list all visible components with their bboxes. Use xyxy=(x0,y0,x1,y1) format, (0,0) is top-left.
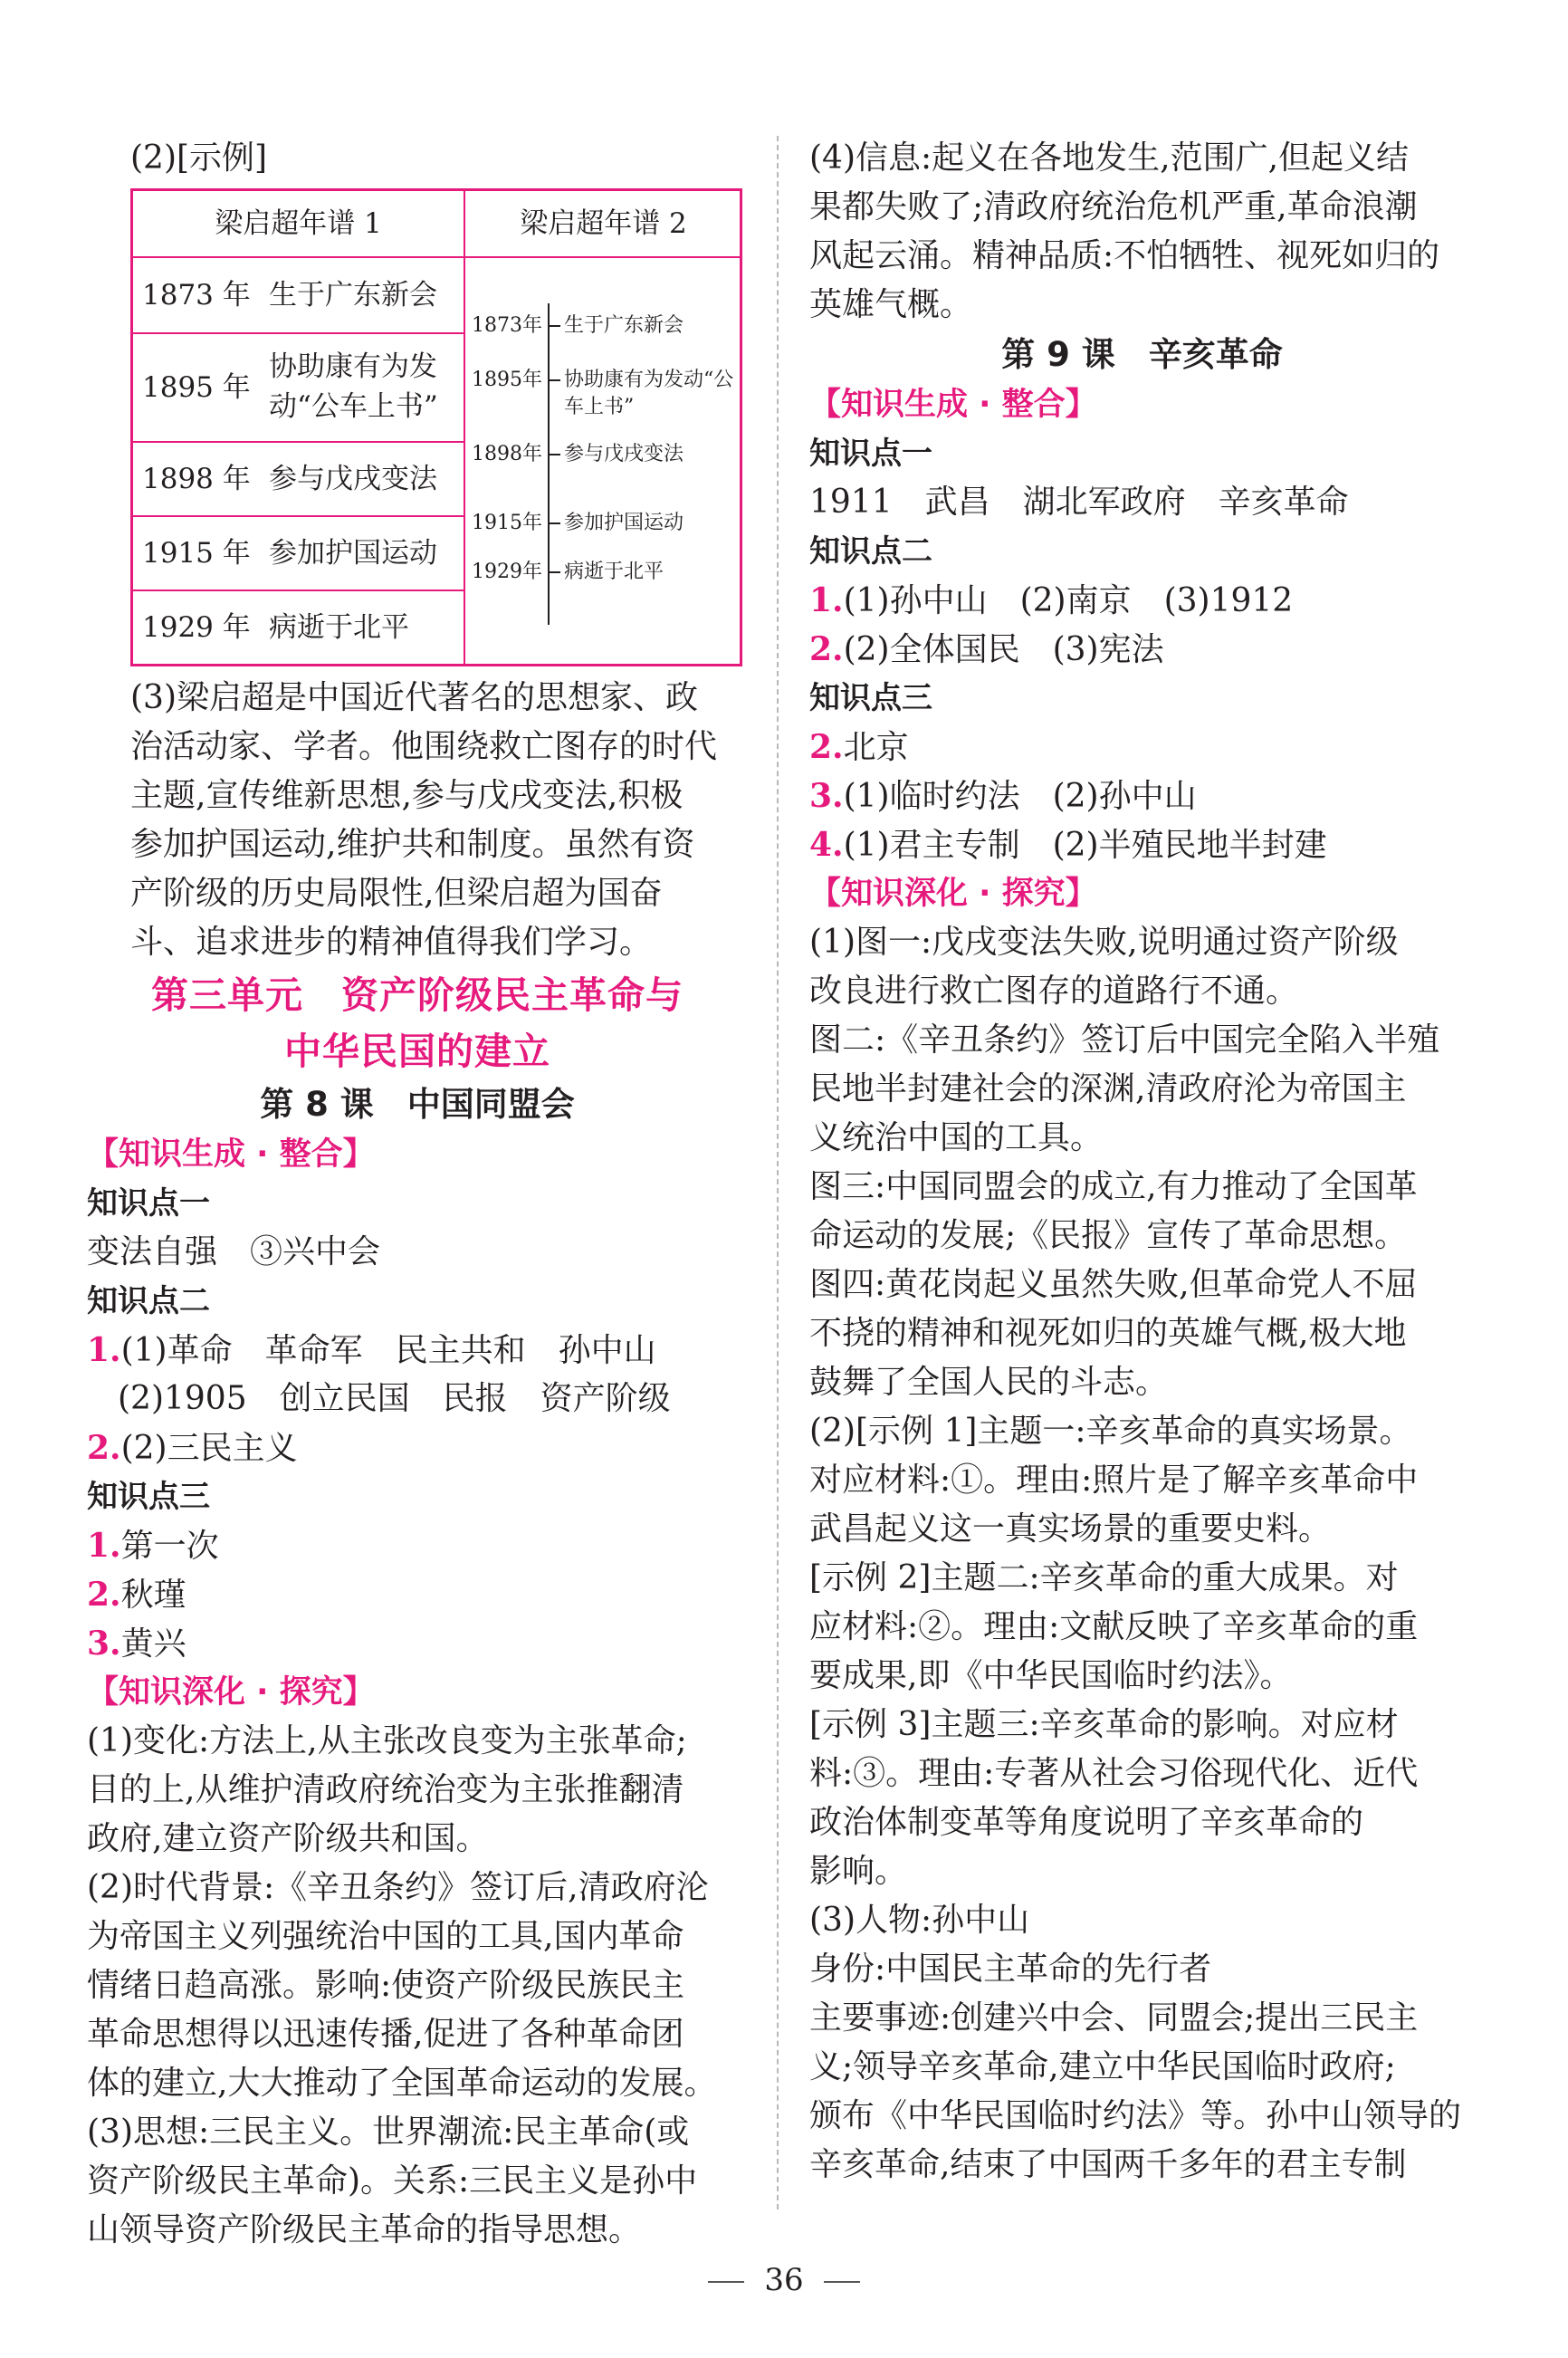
footer-dash-left xyxy=(708,2281,744,2283)
answer-line: 变法自强 ③兴中会 xyxy=(87,1233,381,1270)
paragraph-line: 应材料:②。理由:文献反映了辛亥革命的重 xyxy=(809,1608,1419,1645)
paragraph-line: 目的上,从维护清政府统治变为主张推翻清 xyxy=(87,1771,684,1808)
paragraph-line: 义统治中国的工具。 xyxy=(809,1119,1104,1156)
knowledge-point-heading: 知识点二 xyxy=(809,533,932,570)
unit-title: 第三单元 资产阶级民主革命与 xyxy=(151,973,684,1017)
answer-text: (2)全体国民 (3)宪法 xyxy=(843,631,1164,668)
item-number: 3. xyxy=(87,1625,121,1663)
answer-text: 黄兴 xyxy=(120,1625,186,1663)
item-number: 2. xyxy=(809,728,844,766)
timeline-year: 1873年 xyxy=(472,314,542,337)
paragraph-line: 影响。 xyxy=(809,1853,908,1890)
paragraph-line: 图四:黄花岗起义虽然失败,但革命党人不屈 xyxy=(809,1266,1418,1303)
paragraph-line: 英雄气概。 xyxy=(809,286,973,323)
item-number: 1. xyxy=(809,581,844,619)
answer-text: 第一次 xyxy=(120,1528,219,1565)
paragraph-line: 主要事迹:创建兴中会、同盟会;提出三民主 xyxy=(809,1999,1419,2037)
paragraph-line: 政府,建立资产阶级共和国。 xyxy=(87,1820,489,1857)
lesson-title: 第 9 课 辛亥革命 xyxy=(1001,335,1283,374)
paragraph-line: 资产阶级民主革命)。关系:三民主义是孙中 xyxy=(87,2162,698,2200)
paragraph-line: 参加护国运动,维护共和制度。虽然有资 xyxy=(130,826,695,863)
paragraph-line: 为帝国主义列强统治中国的工具,国内革命 xyxy=(87,1918,684,1955)
footer-dash-right xyxy=(824,2281,860,2283)
paragraph-line: 民地半封建社会的深渊,清政府沦为帝国主 xyxy=(809,1070,1407,1107)
answer-line xyxy=(809,772,1475,820)
row-year: 1915 年 xyxy=(142,537,251,570)
paragraph-line: (3)梁启超是中国近代著名的思想家、政 xyxy=(130,679,698,716)
paragraph-line: 改良进行救亡图存的道路行不通。 xyxy=(809,973,1299,1010)
knowledge-point-heading: 知识点一 xyxy=(809,436,932,472)
paragraph-line: [示例 3]主题三:辛亥革命的影响。对应材 xyxy=(809,1706,1399,1743)
left-column xyxy=(87,134,748,2255)
timeline-event: 生于广东新会 xyxy=(564,314,684,337)
table-row xyxy=(133,334,464,443)
lesson-title: 第 8 课 中国同盟会 xyxy=(260,1085,575,1124)
item-number: 1. xyxy=(87,1331,121,1369)
example-label: (2)[示例] xyxy=(130,139,268,177)
timeline-tick xyxy=(548,522,560,524)
answer-text: 北京 xyxy=(843,729,909,766)
answer-line: (2)1905 创立民国 民报 资产阶级 xyxy=(118,1380,671,1417)
row-year: 1929 年 xyxy=(142,611,251,644)
paragraph-line: (3)思想:三民主义。世界潮流:民主革命(或 xyxy=(87,2114,690,2151)
row-event: 协助康有为发动“公车上书” xyxy=(269,350,438,423)
paragraph-line: (1)图一:戊戌变法失败,说明通过资产阶级 xyxy=(809,924,1399,961)
timeline-year: 1895年 xyxy=(472,369,542,391)
paragraph-line: (1)变化:方法上,从主张改良变为主张革命; xyxy=(87,1722,687,1759)
timeline-tick xyxy=(548,571,560,573)
table-row xyxy=(133,517,464,591)
answer-line xyxy=(809,820,1475,869)
paragraph-line: (3)人物:孙中山 xyxy=(809,1902,1030,1939)
paragraph-line: 料:③。理由:专著从社会习俗现代化、近代 xyxy=(809,1755,1419,1792)
paragraph-line: 义;领导辛亥革命,建立中华民国临时政府; xyxy=(809,2048,1396,2085)
row-year: 1895 年 xyxy=(142,371,251,404)
timeline-tick xyxy=(548,325,560,327)
paragraph-line: 要成果,即《中华民国临时约法》。 xyxy=(809,1657,1293,1694)
answer-text: (2)三民主义 xyxy=(120,1430,298,1467)
answer-line xyxy=(87,1570,748,1619)
answer-line xyxy=(809,723,1475,772)
column-divider xyxy=(777,136,779,2209)
knowledge-point-heading: 知识点二 xyxy=(87,1283,210,1319)
paragraph-line: 革命思想得以迅速传播,促进了各种革命团 xyxy=(87,2016,684,2053)
paragraph-line: 不挠的精神和视死如归的英雄气概,极大地 xyxy=(809,1315,1407,1352)
timeline-year: 1929年 xyxy=(472,561,542,583)
answer-line xyxy=(809,625,1475,674)
page-footer xyxy=(0,2262,1568,2298)
knowledge-point-heading: 知识点一 xyxy=(87,1185,210,1222)
paragraph-line: 治活动家、学者。他围绕救亡图存的时代 xyxy=(130,728,718,765)
table-divider-line xyxy=(464,191,465,664)
paragraph-line: 风起云涌。精神品质:不怕牺牲、视死如归的 xyxy=(809,237,1440,274)
timeline-event: 参与戊戌变法 xyxy=(564,443,684,465)
timeline-diagram xyxy=(466,258,742,666)
paragraph-line: (2)时代背景:《辛丑条约》签订后,清政府沦 xyxy=(87,1869,709,1906)
timeline-tick xyxy=(548,454,560,455)
table-row xyxy=(133,258,464,334)
paragraph-line: (4)信息:起义在各地发生,范围广,但起义结 xyxy=(809,139,1410,177)
paragraph-line: 情绪日趋高涨。影响:使资产阶级民族民主 xyxy=(87,1967,685,2004)
section-heading: 【知识深化 · 探究】 xyxy=(87,1674,375,1711)
section-heading: 【知识深化 · 探究】 xyxy=(809,876,1097,912)
paragraph-line: 命运动的发展;《民报》宣传了革命思想。 xyxy=(809,1217,1408,1254)
paragraph-line: 产阶级的历史局限性,但梁启超为国奋 xyxy=(130,875,663,912)
item-number: 2. xyxy=(809,630,844,668)
table-row xyxy=(133,591,464,664)
timeline-year: 1915年 xyxy=(472,512,542,534)
paragraph-line: 颁布《中华民国临时约法》等。孙中山领导的 xyxy=(809,2097,1462,2134)
answer-line xyxy=(87,1326,748,1375)
item-number: 4. xyxy=(809,826,844,864)
paragraph-line: 身份:中国民主革命的先行者 xyxy=(809,1951,1212,1988)
answer-line xyxy=(809,576,1475,625)
page-number: 36 xyxy=(764,2262,804,2298)
paragraph-line: (2)[示例 1]主题一:辛亥革命的真实场景。 xyxy=(809,1413,1412,1450)
paragraph-line: 图二:《辛丑条约》签订后中国完全陷入半殖 xyxy=(809,1021,1440,1059)
answer-text: (1)孙中山 (2)南京 (3)1912 xyxy=(843,582,1294,619)
row-year: 1898 年 xyxy=(142,463,251,495)
paragraph-line: 对应材料:①。理由:照片是了解辛亥革命中 xyxy=(809,1462,1419,1499)
answer-text: (1)革命 革命军 民主共和 孙中山 xyxy=(120,1332,656,1369)
answer-line: 1911 武昌 湖北军政府 辛亥革命 xyxy=(809,484,1349,521)
timeline-tick xyxy=(548,379,560,381)
paragraph-line: 体的建立,大大推动了全国革命运动的发展。 xyxy=(87,2065,717,2102)
answer-text: 秋瑾 xyxy=(120,1577,186,1614)
answer-text: (1)君主专制 (2)半殖民地半封建 xyxy=(843,827,1327,864)
paragraph-line: 斗、追求进步的精神值得我们学习。 xyxy=(130,924,653,961)
row-event: 生于广东新会 xyxy=(269,279,437,312)
item-number: 2. xyxy=(87,1576,121,1614)
table-header-2: 梁启超年谱 2 xyxy=(520,207,687,240)
paragraph-line: 鼓舞了全国人民的斗志。 xyxy=(809,1364,1169,1401)
timeline-year: 1898年 xyxy=(472,443,542,465)
paragraph-line: 山领导资产阶级民主革命的指导思想。 xyxy=(87,2211,642,2248)
liang-qichao-table xyxy=(130,188,742,666)
row-event: 参与戊戌变法 xyxy=(269,463,437,495)
item-number: 3. xyxy=(809,777,844,815)
row-event: 病逝于北平 xyxy=(269,611,409,644)
section-heading: 【知识生成 · 整合】 xyxy=(87,1136,375,1173)
knowledge-point-heading: 知识点三 xyxy=(87,1479,210,1515)
row-year: 1873 年 xyxy=(142,279,251,312)
paragraph-line: 图三:中国同盟会的成立,有力推动了全国革 xyxy=(809,1168,1418,1205)
right-column xyxy=(809,134,1475,2190)
item-number: 1. xyxy=(87,1527,121,1565)
row-event: 参加护国运动 xyxy=(269,537,437,570)
paragraph-line: [示例 2]主题二:辛亥革命的重大成果。对 xyxy=(809,1559,1399,1596)
table-header-1: 梁启超年谱 1 xyxy=(215,207,382,240)
table-row xyxy=(133,443,464,517)
paragraph-line: 政治体制变革等角度说明了辛亥革命的 xyxy=(809,1804,1364,1841)
paragraph-line: 武昌起义这一真实场景的重要史料。 xyxy=(809,1510,1332,1548)
unit-title-line2: 中华民国的建立 xyxy=(284,1030,550,1073)
timeline-event: 病逝于北平 xyxy=(564,561,664,583)
paragraph-line: 辛亥革命,结束了中国两千多年的君主专制 xyxy=(809,2146,1407,2183)
knowledge-point-heading: 知识点三 xyxy=(809,680,932,716)
answer-text: (1)临时约法 (2)孙中山 xyxy=(843,778,1197,815)
answer-line xyxy=(87,1619,748,1668)
timeline-event: 参加护国运动 xyxy=(564,512,684,534)
item-number: 2. xyxy=(87,1429,121,1467)
answer-line xyxy=(87,1423,748,1472)
answer-line xyxy=(87,1521,748,1570)
paragraph-line: 主题,宣传维新思想,参与戊戌变法,积极 xyxy=(130,777,684,814)
timeline-event: 协助康有为发动“公车上书” xyxy=(564,369,734,418)
paragraph-line: 果都失败了;清政府统治危机严重,革命浪潮 xyxy=(809,188,1418,225)
section-heading: 【知识生成 · 整合】 xyxy=(809,387,1097,423)
